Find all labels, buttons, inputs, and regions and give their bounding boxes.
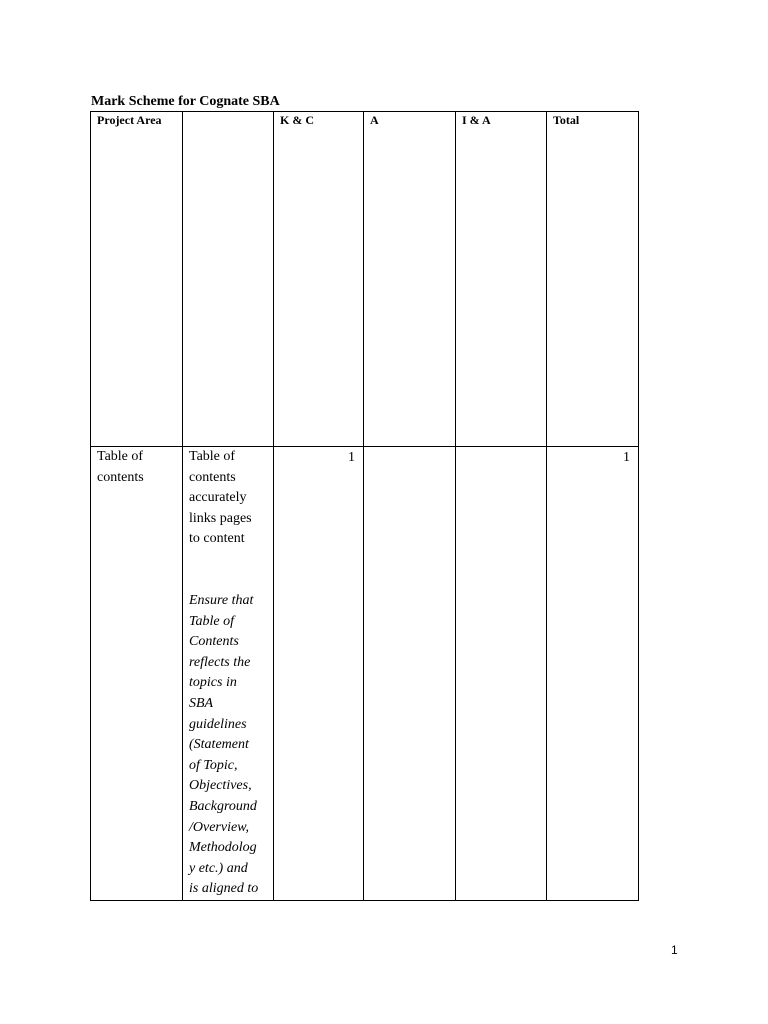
header-ia: I & A: [456, 112, 547, 447]
guidance-line: guidelines: [189, 716, 247, 732]
total-score-cell: 1: [547, 447, 639, 901]
mark-scheme-table: [90, 111, 639, 901]
header-criteria: [183, 112, 274, 447]
table-row: [91, 447, 639, 901]
criteria-cell: [183, 447, 274, 901]
project-area-text: Table of contents: [97, 449, 144, 485]
a-score-cell: [364, 447, 456, 901]
header-kc: K & C: [274, 112, 364, 447]
criteria-line: links pages: [189, 510, 252, 526]
criteria-line: contents: [189, 469, 236, 485]
guidance-line: (Statement: [189, 737, 249, 753]
guidance-line: is aligned to: [189, 881, 259, 897]
guidance-line: SBA: [189, 695, 214, 711]
guidance-line: Objectives,: [189, 778, 252, 794]
criteria-text: [183, 447, 273, 550]
guidance-line: reflects the: [189, 654, 251, 670]
document-title: Mark Scheme for Cognate SBA: [91, 94, 280, 109]
header-project-area: Project Area: [91, 112, 183, 447]
guidance-line: Table of: [189, 613, 234, 629]
guidance-line: of Topic,: [189, 757, 238, 773]
header-a: A: [364, 112, 456, 447]
kc-score-cell: 1: [274, 447, 364, 901]
guidance-text: [183, 591, 273, 900]
guidance-line: Ensure that: [189, 592, 254, 608]
header-total: Total: [547, 112, 639, 447]
criteria-line: to content: [189, 531, 245, 547]
guidance-line: y etc.) and: [189, 860, 248, 876]
guidance-line: /Overview,: [189, 819, 249, 835]
guidance-line: Contents: [189, 634, 239, 650]
criteria-line: Table of: [189, 449, 236, 464]
project-area-cell: [91, 447, 183, 901]
table-header-row: [91, 112, 639, 447]
criteria-line: accurately: [189, 490, 247, 506]
page-number: 1: [671, 943, 678, 957]
guidance-line: Methodolog: [189, 840, 257, 856]
ia-score-cell: [456, 447, 547, 901]
guidance-line: topics in: [189, 675, 237, 691]
guidance-line: Background: [189, 798, 257, 814]
